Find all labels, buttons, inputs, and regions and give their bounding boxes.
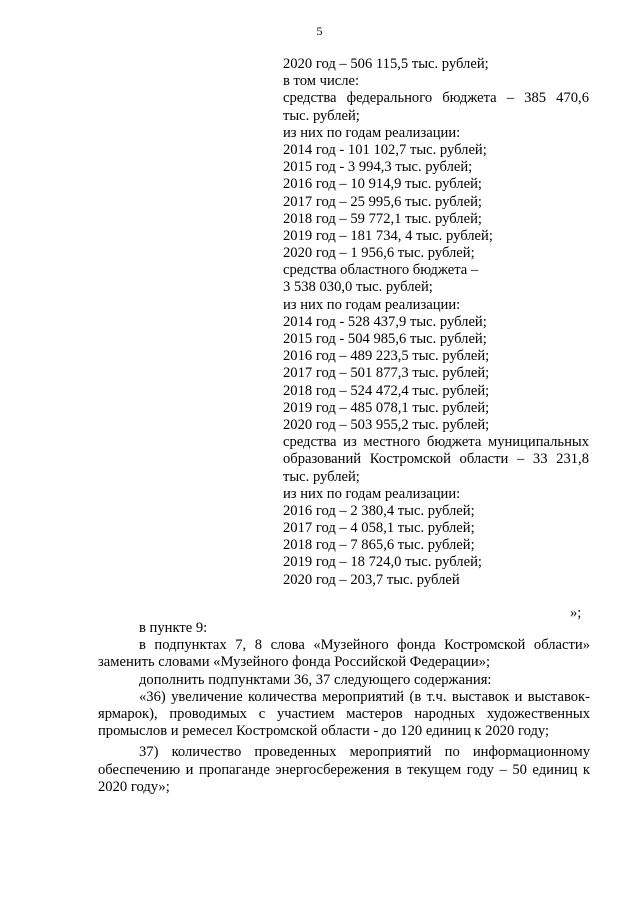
budget-line: 2019 год – 485 078,1 тыс. рублей; [283, 399, 490, 416]
budget-line: 2019 год – 181 734, 4 тыс. рублей; [283, 227, 493, 244]
budget-line: 2017 год – 25 995,6 тыс. рублей; [283, 193, 482, 210]
budget-line: в том числе: [283, 73, 360, 90]
budget-line: 2018 год – 7 865,6 тыс. рублей; [283, 537, 475, 554]
paragraph-item-36: «36) увеличение количества мероприятий (в т.ч. выставок и выставок-ярмарок), проводимых с участием мастеров народных художественных промыслов и ремесел Костромской области - до 120 единиц к 2020 году; [98, 688, 590, 740]
budget-line: из них по годам реализации: [283, 485, 461, 502]
budget-line: 2015 год - 3 994,3 тыс. рублей; [283, 159, 473, 176]
budget-line: средства областного бюджета – [283, 262, 479, 279]
budget-line: тыс. рублей; [283, 468, 360, 485]
budget-line: из них по годам реализации: [283, 124, 461, 141]
budget-line: 2018 год – 524 472,4 тыс. рублей; [283, 382, 490, 399]
paragraph-item-37: 37) количество проведенных мероприятий по информационному обеспечению и пропаганде энергосбережения в текущем году – 50 единиц к 2020 году»; [98, 744, 590, 795]
budget-line: средства из местного бюджета муниципальных [283, 434, 589, 451]
budget-line: 3 538 030,0 тыс. рублей; [283, 279, 433, 296]
budget-line: 2019 год – 18 724,0 тыс. рублей; [283, 554, 482, 571]
amendments-text [98, 620, 590, 796]
budget-line: из них по годам реализации: [283, 296, 461, 313]
budget-line: 2020 год – 1 956,6 тыс. рублей; [283, 245, 475, 262]
budget-line: 2014 год - 101 102,7 тыс. рублей; [283, 141, 487, 158]
budget-line: 2020 год – 203,7 тыс. рублей [283, 571, 460, 588]
budget-line: 2016 год – 489 223,5 тыс. рублей; [283, 348, 490, 365]
budget-line: 2017 год – 4 058,1 тыс. рублей; [283, 520, 475, 537]
paragraph-supplement: дополнить подпунктами 36, 37 следующего содержания: [139, 671, 492, 688]
budget-line: 2015 год - 504 985,6 тыс. рублей; [283, 331, 487, 347]
paragraph-subpoints-7-8: в подпунктах 7, 8 слова «Музейного фонда Костромской области» заменить словами «Музейного фонда Российской Федерации»; [98, 637, 590, 671]
budget-figures-block [283, 56, 589, 589]
budget-line: образований Костромской области – 33 231,8 [283, 451, 589, 468]
closing-quote: »; [570, 605, 582, 621]
budget-line: 2018 год – 59 772,1 тыс. рублей; [283, 210, 482, 227]
budget-line: средства федерального бюджета – 385 470,6 [283, 90, 589, 107]
budget-line: 2020 год – 503 955,2 тыс. рублей; [283, 416, 490, 433]
budget-line: 2014 год - 528 437,9 тыс. рублей; [283, 313, 487, 330]
budget-line: тыс. рублей; [283, 107, 360, 124]
paragraph-point-9: в пункте 9: [139, 620, 208, 636]
budget-line: 2020 год – 506 115,5 тыс. рублей; [283, 56, 489, 72]
budget-line: 2016 год – 2 380,4 тыс. рублей; [283, 502, 475, 519]
budget-line: 2016 год – 10 914,9 тыс. рублей; [283, 176, 482, 193]
budget-line: 2017 год – 501 877,3 тыс. рублей; [283, 365, 490, 382]
page-number: 5 [316, 24, 323, 38]
